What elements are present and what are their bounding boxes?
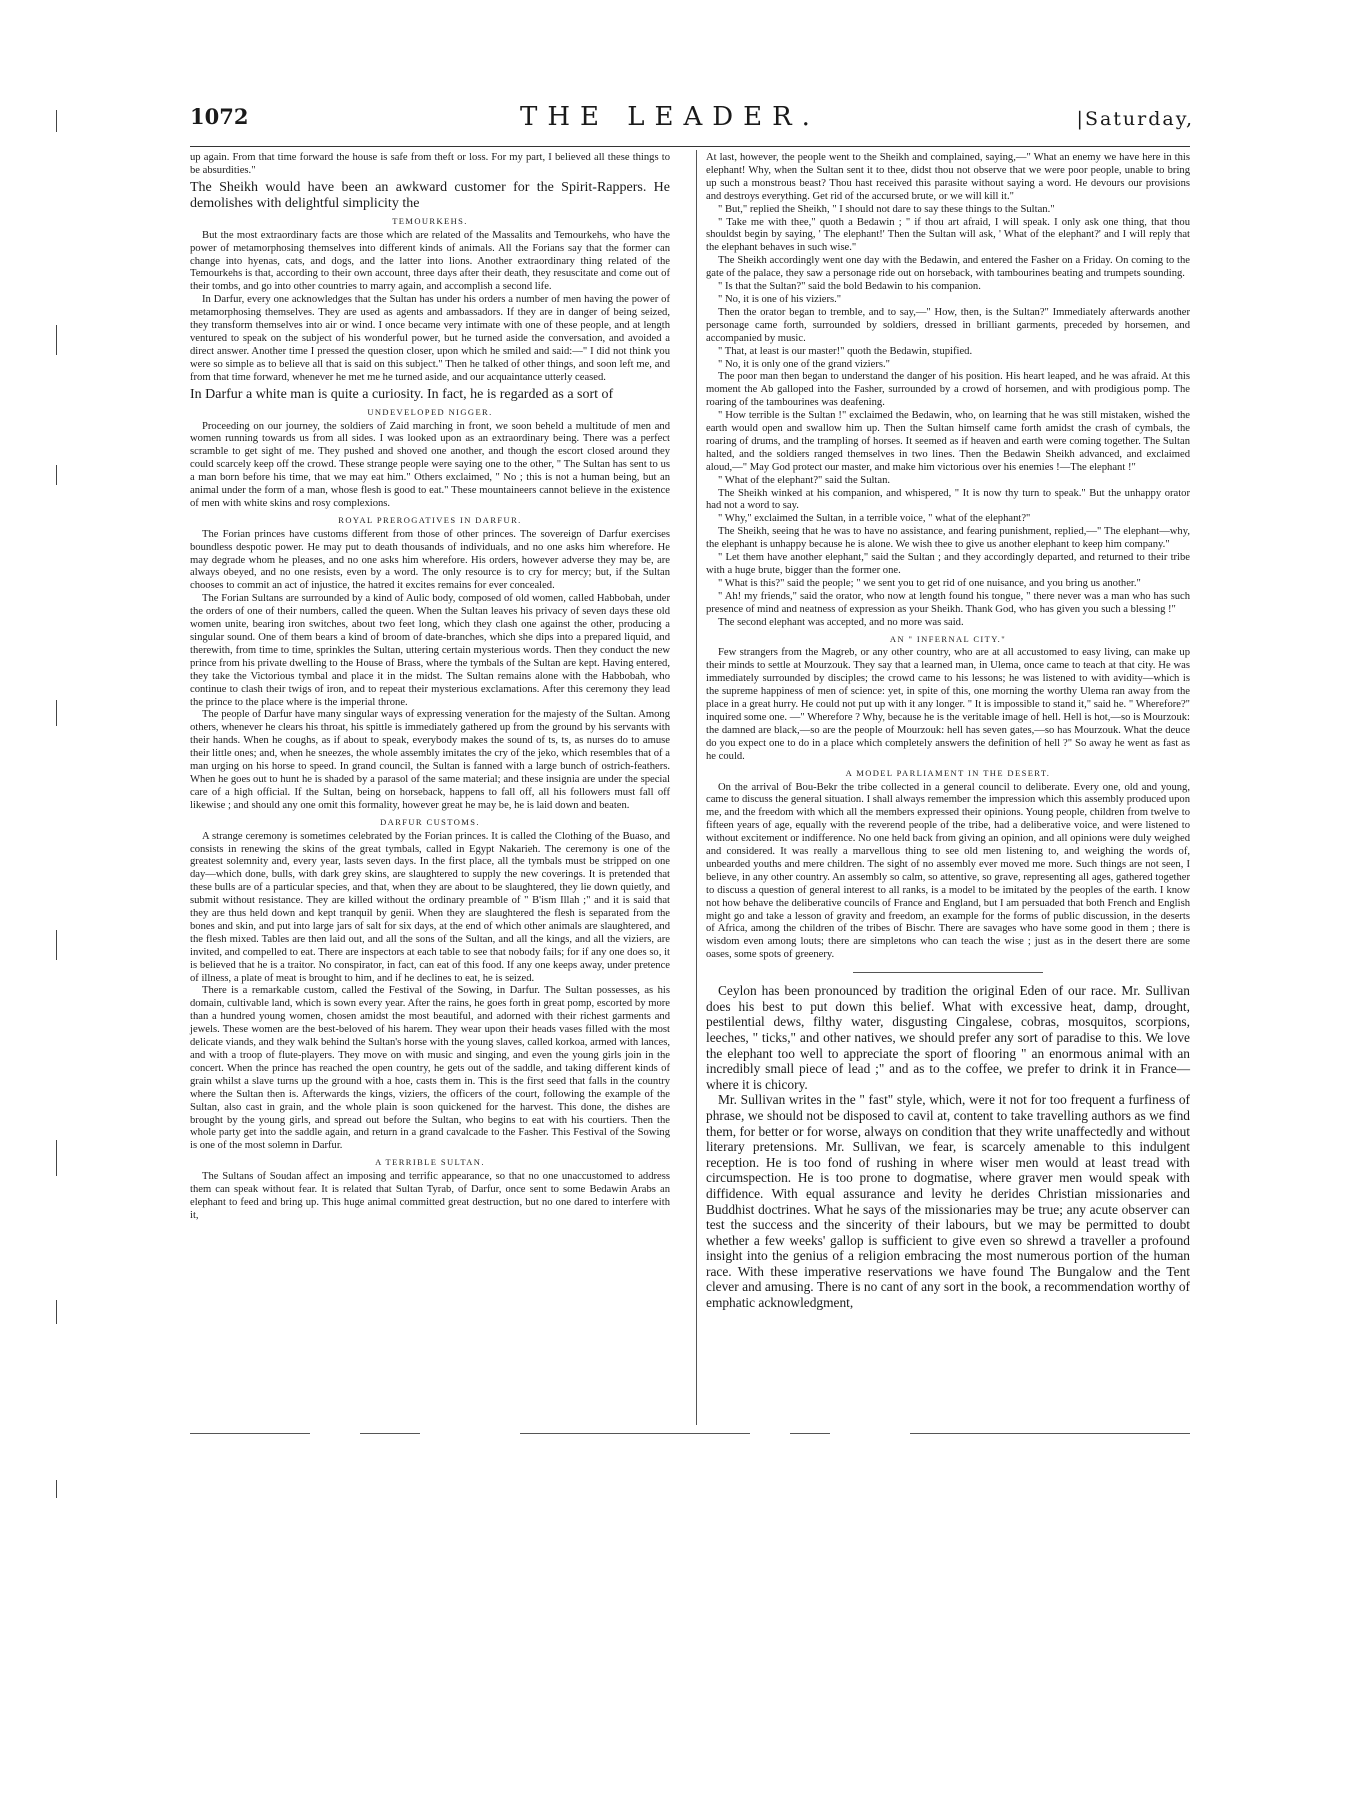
paragraph: " But," replied the Sheikh, " I should not dare to say these things to the Sultan.": [718, 203, 1055, 215]
paragraph: The poor man then began to understand the danger of his position. His heart leaped, and he was afraid. At this moment the Ab galloped into the Fasher, surrounded by a crowd of horsemen, and with prodigious pomp. The roaring of the tambourines was deafening.: [706, 371, 1190, 409]
left-column: [190, 152, 670, 1223]
bottom-rule: [190, 1428, 1190, 1440]
page-number: 1072: [190, 104, 249, 129]
issue-day: |Saturday,: [1076, 108, 1194, 130]
paragraph: The Sheikh, seeing that he was to have no assistance, and fearing punishment, replied,—" The elephant—why, the elephant is unhappy because he is alone. We wish thee to give us another elephant to keep him company.": [706, 526, 1190, 551]
paragraph: The second elephant was accepted, and no more was said.: [718, 616, 964, 628]
paragraph: " Ah! my friends," said the orator, who now at length found his tongue, " there never was a man who has such presence of mind and neatness of expression as your Sheikh. Thank God, who has given you such a blessing !": [706, 590, 1190, 615]
right-column: [706, 152, 1190, 1311]
paragraph: The Sheikh winked at his companion, and whispered, " It is now thy turn to speak." But the unhappy orator had not a word to say.: [706, 487, 1190, 512]
section-heading: UNDEVELOPED NIGGER.: [367, 406, 493, 417]
section-heading: DARFUR CUSTOMS.: [380, 816, 480, 827]
masthead: [190, 102, 1194, 144]
paragraph: " That, at least is our master!" quoth the Bedawin, stupified.: [718, 345, 973, 357]
paragraph: " How terrible is the Sultan !" exclaimed the Bedawin, who, on learning that he was still mistaken, wished the earth would open and swallow him up. Then the Sultan himself came forth amidst the crash of cymbals, the roaring of drums, and the trampling of horses. It seemed as if heaven and earth were coming together. The Sultan halted, and the soldiers ranged themselves in two lines. Then the Bedawin Sheikh advanced, and exclaimed aloud,—" May God protect our master, and make him victorious over his enemies !—The elephant !": [706, 410, 1190, 473]
paragraph: " No, it is one of his viziers.": [718, 293, 842, 305]
section-heading: ROYAL PREROGATIVES IN DARFUR.: [338, 514, 522, 525]
paragraph: Few strangers from the Magreb, or any other country, who are at all accustomed to easy living, can make up their minds to settle at Mourzouk. They say that a learned man, in Ulema, once came to teach at that city. He was immediately surrounded by disciples; the crowd came to his lessons; he was listened to with avidity—which is the supreme happiness of men of science: yet, in spite of this, one morning the worthy Ulema ran away from the place in a great hurry. He could not put up with it any longer. " It is impossible to stand it," said he. " Wherefore?" inquired some one. —" Wherefore ? Why, because he is the veritable image of hell. Hell is hot,—so is Mourzouk: the damned are black,—so are the people of Mourzouk: hell has seven gates,—so has Mourzouk. What the deuce do you expect one to do in a place which completely answers the definition of hell ?" So away he went as fast as he could.: [706, 647, 1190, 762]
paragraph: There is a remarkable custom, called the Festival of the Sowing, in Darfur. The Sultan possesses, as his domain, cultivable land, which is sown every year. After the rains, he goes forth in great pomp, escorted by more than a hundred young women, chosen amidst the most beautiful, and adorned with their richest garments and jewels. These women are the best-beloved of his harem. They wear upon their heads vases filled with the most delicate viands, and they walk behind the Sultan's horse with the young slaves, called korkoa, armed with lances, and with a troop of flute-players. They move on with music and singing, and even the young girls join in the concert. When the prince has reached the open country, he gets out of the saddle, and taking different kinds of grain whilst a slave turns up the ground with a hoe, casts them in. This is the first seed that falls in the country where the Sultan then is. Afterwards the kings, viziers, the officers of the court, following the example of the Sultan, also cast in grain, and the whole plain is soon quickened for the harvest. This done, the dishes are brought by the young girls, and spread out before the Sultan, who begins to eat with his courtiers. Then the whole party get into the saddle again, and return in a grand cavalcade to the Fasher. This Festival of the Sowing is one of the most solemn in Darfur.: [190, 985, 670, 1152]
section-heading: A TERRIBLE SULTAN.: [375, 1157, 485, 1168]
paragraph: But the most extraordinary facts are those which are related of the Massalits and Temourkehs, who have the power of metamorphosing themselves into different kinds of animals. All the Forians say that the former can change into hyenas, cats, and dogs, and the latter into lions. Another extraordinary thing related of the Temourkehs is that, according to their own account, three days after their death, they resuscitate and come out of their tombs, and go into other countries to marry again, and accomplish a second life.: [190, 229, 670, 293]
paragraph: The people of Darfur have many singular ways of expressing veneration for the majesty of the Sultan. Among others, whenever he clears his throat, his spittle is immediately gathered up from the ground by his servants with their hands. When he coughs, as if about to speak, everybody makes the sound of ts, ts, as nurses do to amuse their little ones; and, when he sneezes, the whole assembly imitates the cry of the jeko, which resembles that of a man urging on his horse to speed. In grand council, the Sultan is fanned with a large bunch of ostrich-feathers. When he goes out to hunt he is shaded by a parasol of the same material; and these insignia are under the special care of a high official. If the Sultan, being on horseback, happens to fall off, all his followers must fall off likewise ; and should any one omit this formality, however great he may be, he is laid down and beaten.: [190, 709, 670, 811]
paragraph: Then the orator began to tremble, and to say,—" How, then, is the Sultan?" Immediately afterwards another personage came forth, surrounded by soldiers, dressed in brilliant garments, preceded by horsemen, and accompanied by music.: [706, 306, 1190, 344]
paragraph: " Why," exclaimed the Sultan, in a terrible voice, " what of the elephant?": [718, 513, 1031, 525]
paragraph: The Forian princes have customs different from those of other princes. The sovereign of Darfur exercises boundless despotic power. He may put to death thousands of individuals, and no one asks him wherefore. He may degrade whom he pleases, and no one asks him wherefore. His orders, however adverse they may be, are always obeyed, and no one resists, even by a word. The only resource is to cry for mercy; but, if the Sultan chooses to commit an act of injustice, the hatred it excites remains for ever concealed.: [190, 528, 670, 592]
paragraph: " No, it is only one of the grand viziers.": [718, 358, 890, 370]
paragraph: Proceeding on our journey, the soldiers of Zaid marching in front, we soon beheld a multitude of men and women running towards us from all sides. I was looked upon as an extraordinary being. There was a perfect scramble to get sight of me. They pushed and shoved one another, and though the escort closed around they could scarcely keep off the crowd. These strange people were saying one to the other, " The Sultan has sent to us a man born before his time, that we may eat him." Others exclaimed, " No ; this is not a human being, but an animal under the form of a man, whose flesh is good to eat." These mountaineers cannot believe in the existence of men with white skins and rosy complexions.: [190, 420, 670, 509]
section-heading: AN " INFERNAL CITY.": [889, 633, 1007, 644]
paragraph: " Is that the Sultan?" said the bold Bedawin to his companion.: [718, 281, 981, 293]
paragraph: The Forian Sultans are surrounded by a kind of Aulic body, composed of old women, called Habbobah, under the orders of one of their numbers, called the queen. When the Sultan leaves his privacy of seven days these old women unite, bearing iron switches, about two feet long, which they clash one against the other, producing a singular sound. One of them bears a kind of broom of date-branches, which she dips into a prepared liquid, and therewith, from time to time, sprinkles the Sultan, uttering certain mysterious words. Then they conduct the new prince from his private dwelling to the House of Brass, where the tymbals of the Sultan are kept. Having entered, they take the Victorious tymbal and place it in the midst. The Sultan remains alone with the Habbobah, who continue to clash their twigs of iron, and to repeat their mysterious exclamations. After this ceremony they lead the prince to the place where is the imperial throne.: [190, 593, 670, 708]
review-paragraph: Ceylon has been pronounced by tradition the original Eden of our race. Mr. Sullivan does his best to put down this belief. What with excessive heat, damp, drought, pestilential dews, filthy water, disgusting Cingalese, cobras, mosquitos, scorpions, leeches, " ticks," and other natives, we should prefer any sort of paradise to this. We love the elephant too well to appreciate the sport of flooring " an enormous animal with an incredibly small piece of lead ;" and as to the coffee, we prefer to drink it in France— where it is chicory.: [706, 983, 1190, 1092]
masthead-rule: [190, 146, 1190, 147]
paragraph: " Take me with thee," quoth a Bedawin ; " if thou art afraid, I will speak. I only ask one thing, that thou shouldst begin by saying, ' The elephant!' Then the Sultan will ask, ' What of the elephant?' and I will reply that the elephant behaves in such wise.": [706, 216, 1190, 254]
paragraph: In Darfur, every one acknowledges that the Sultan has under his orders a number of men having the power of metamorphosing themselves. They are used as agents and ambassadors. If they are in danger of being seized, they transform themselves into air or wind. I once became very intimate with one of these people, and at length ventured to speak on the subject of his wonderful power, but he turned aside the conversation, and avoided a direct answer. Another time I pressed the question closer, upon which he smiled and said:—" I did not think you were so simple as to believe all that is said on this subject." Then he talked of other things, and soon left me, and from that time forward, whenever he met me he turned aside, and our acquaintance utterly ceased.: [190, 294, 670, 383]
lead-text: In Darfur a white man is quite a curiosity. In fact, he is regarded as a sort of: [190, 386, 614, 402]
paragraph: At last, however, the people went to the Sheikh and complained, saying,—" What an enemy we have here in this elephant! Why, when the Sultan sent it to thee, didst thou not observe that we were poor people, unable to bring up such a monstrous beast? Thou hast received this parasite without saying a word. He devours our provisions and destroys everything. Get rid of the accursed brute, or we will kill it.": [706, 152, 1190, 202]
section-heading: A MODEL PARLIAMENT IN THE DESERT.: [845, 767, 1051, 778]
newspaper-title: THE LEADER.: [520, 102, 820, 132]
paragraph: On the arrival of Bou-Bekr the tribe collected in a general council to deliberate. Every one, old and young, came to discuss the general situation. I shall always remember the impression which this assembly produced upon me, and the freedom with which all the members expressed their opinions. Young people, children from twelve to fifteen years of age, equally with the reverend people of the tribe, had a deliberative voice, and were listened to without excitement or indifference. No one held back from giving an opinion, and all opinions were duly weighed and considered. It was really a marvellous thing to see old men listening to, and weighing the words of, unbearded youths and mere children. The sight of no assembly ever moved me more. Such things are not seen, I believe, in any other country. An assembly so calm, so attentive, so grave, representing all ages, gathered together to discuss a question of general interest to all ranks, is a model to be imitated by the peoples of the earth. I know not how behave the deliberative councils of France and England, but I am persuaded that both French and English might go and take a lesson of gravity and freedom, an example for the forms of public discussion, in the deserts of Africa, among the children of the tribes of Bischr. There are savages who have some good in them ; there is wisdom even among louts; there are simpletons who can teach the wise ; just as in the desert there are some oases, some spots of greenery.: [706, 781, 1190, 961]
book-review: [706, 983, 1190, 1310]
paragraph: " What is this?" said the people; " we sent you to get rid of one nuisance, and you bring us another.": [718, 577, 1141, 589]
section-separator: [853, 972, 1043, 973]
paragraph: The Sheikh accordingly went one day with the Bedawin, and entered the Fasher on a Friday. On coming to the gate of the palace, they saw a personage ride out on horseback, with tambourines beating and trumpets sounding.: [706, 255, 1190, 280]
paragraph: " What of the elephant?" said the Sultan.: [718, 474, 891, 486]
paragraph: A strange ceremony is sometimes celebrated by the Forian princes. It is called the Clothing of the Buaso, and consists in renewing the skins of the great tymbals, called in Egypt Nakarieh. The ceremony is one of the greatest solemnity and, every year, lasts seven days. In the first place, all the tymbals must be stripped on one day—which done, bulls, with dark grey skins, are slaughtered to supply the new coverings. It is pretended that these bulls are of a particular species, and that, when they are about to be slaughtered, they lie down quietly, and submit without resistance. They are killed without the ordinary preamble of " B'ism Illah ;" and it is said that they are thus held down and kept tranquil by genii. When they are slaughtered the flesh is separated from the bones and skin, and put into large jars of salt for six days, at the end of which other animals are slaughtered, and the flesh mixed. Tables are then laid out, and all the sons of the Sultan, and all the kings, and all the viziers, are invited, and compelled to eat. There are inspectors at each table to see that nobody fails; for if any one does so, it is believed that he is a traitor. No conspirator, in fact, can eat of this food. If any one keeps away, under pretence of illness, a plate of meat is brought to him, and if he declines to eat, he is seized.: [190, 830, 670, 984]
section-heading: TEMOURKEHS.: [392, 215, 468, 226]
paragraph: The Sultans of Soudan affect an imposing and terrific appearance, so that no one unaccustomed to address them can speak without fear. It is related that Sultan Tyrab, of Darfur, once sent to some Bedawin Arabs an elephant to feed and bring up. This huge animal committed great destruction, but no one dared to interfere with it,: [190, 1171, 670, 1221]
margin-marks: [48, 100, 78, 1700]
paragraph: " Let them have another elephant," said the Sultan ; and they accordingly departed, and returned to their tribe with a huge brute, bigger than the former one.: [706, 552, 1190, 576]
lead-text: The Sheikh would have been an awkward customer for the Spirit-Rappers. He demolishes with delightful simplicity the: [190, 179, 670, 211]
column-divider: [696, 150, 697, 1425]
paragraph: up again. From that time forward the house is safe from theft or loss. For my part, I believed all these things to be absurdities.": [190, 152, 670, 176]
review-paragraph: Mr. Sullivan writes in the " fast" style, which, were it not for too frequent a furfiness of phrase, we should not be disposed to cavil at, content to take travelling authors as we find them, for better or for worse, always on condition that they write unaffectedly and without literary pretensions. Mr. Sullivan, we fear, is scarcely amenable to this indulgent reception. He is too fond of rushing in where wiser men would at least tread with circumspection. He is too prone to dogmatise, where graver men would speak with diffidence. With equal assurance and levity he derides Christian missionaries and Buddhist doctrines. What he says of the missionaries may be true; any acute observer can test the success and the sincerity of their labours, but we may be permitted to doubt whether a few weeks' gallop is sufficient to give even so shrewd a traveller a profound insight into the genius of a religion embracing the most numerous portion of the human race. With these imperative reservations we have found The Bungalow and the Tent clever and amusing. There is no cant of any sort in the book, a recommendation worthy of emphatic acknowledgment,: [706, 1092, 1190, 1311]
